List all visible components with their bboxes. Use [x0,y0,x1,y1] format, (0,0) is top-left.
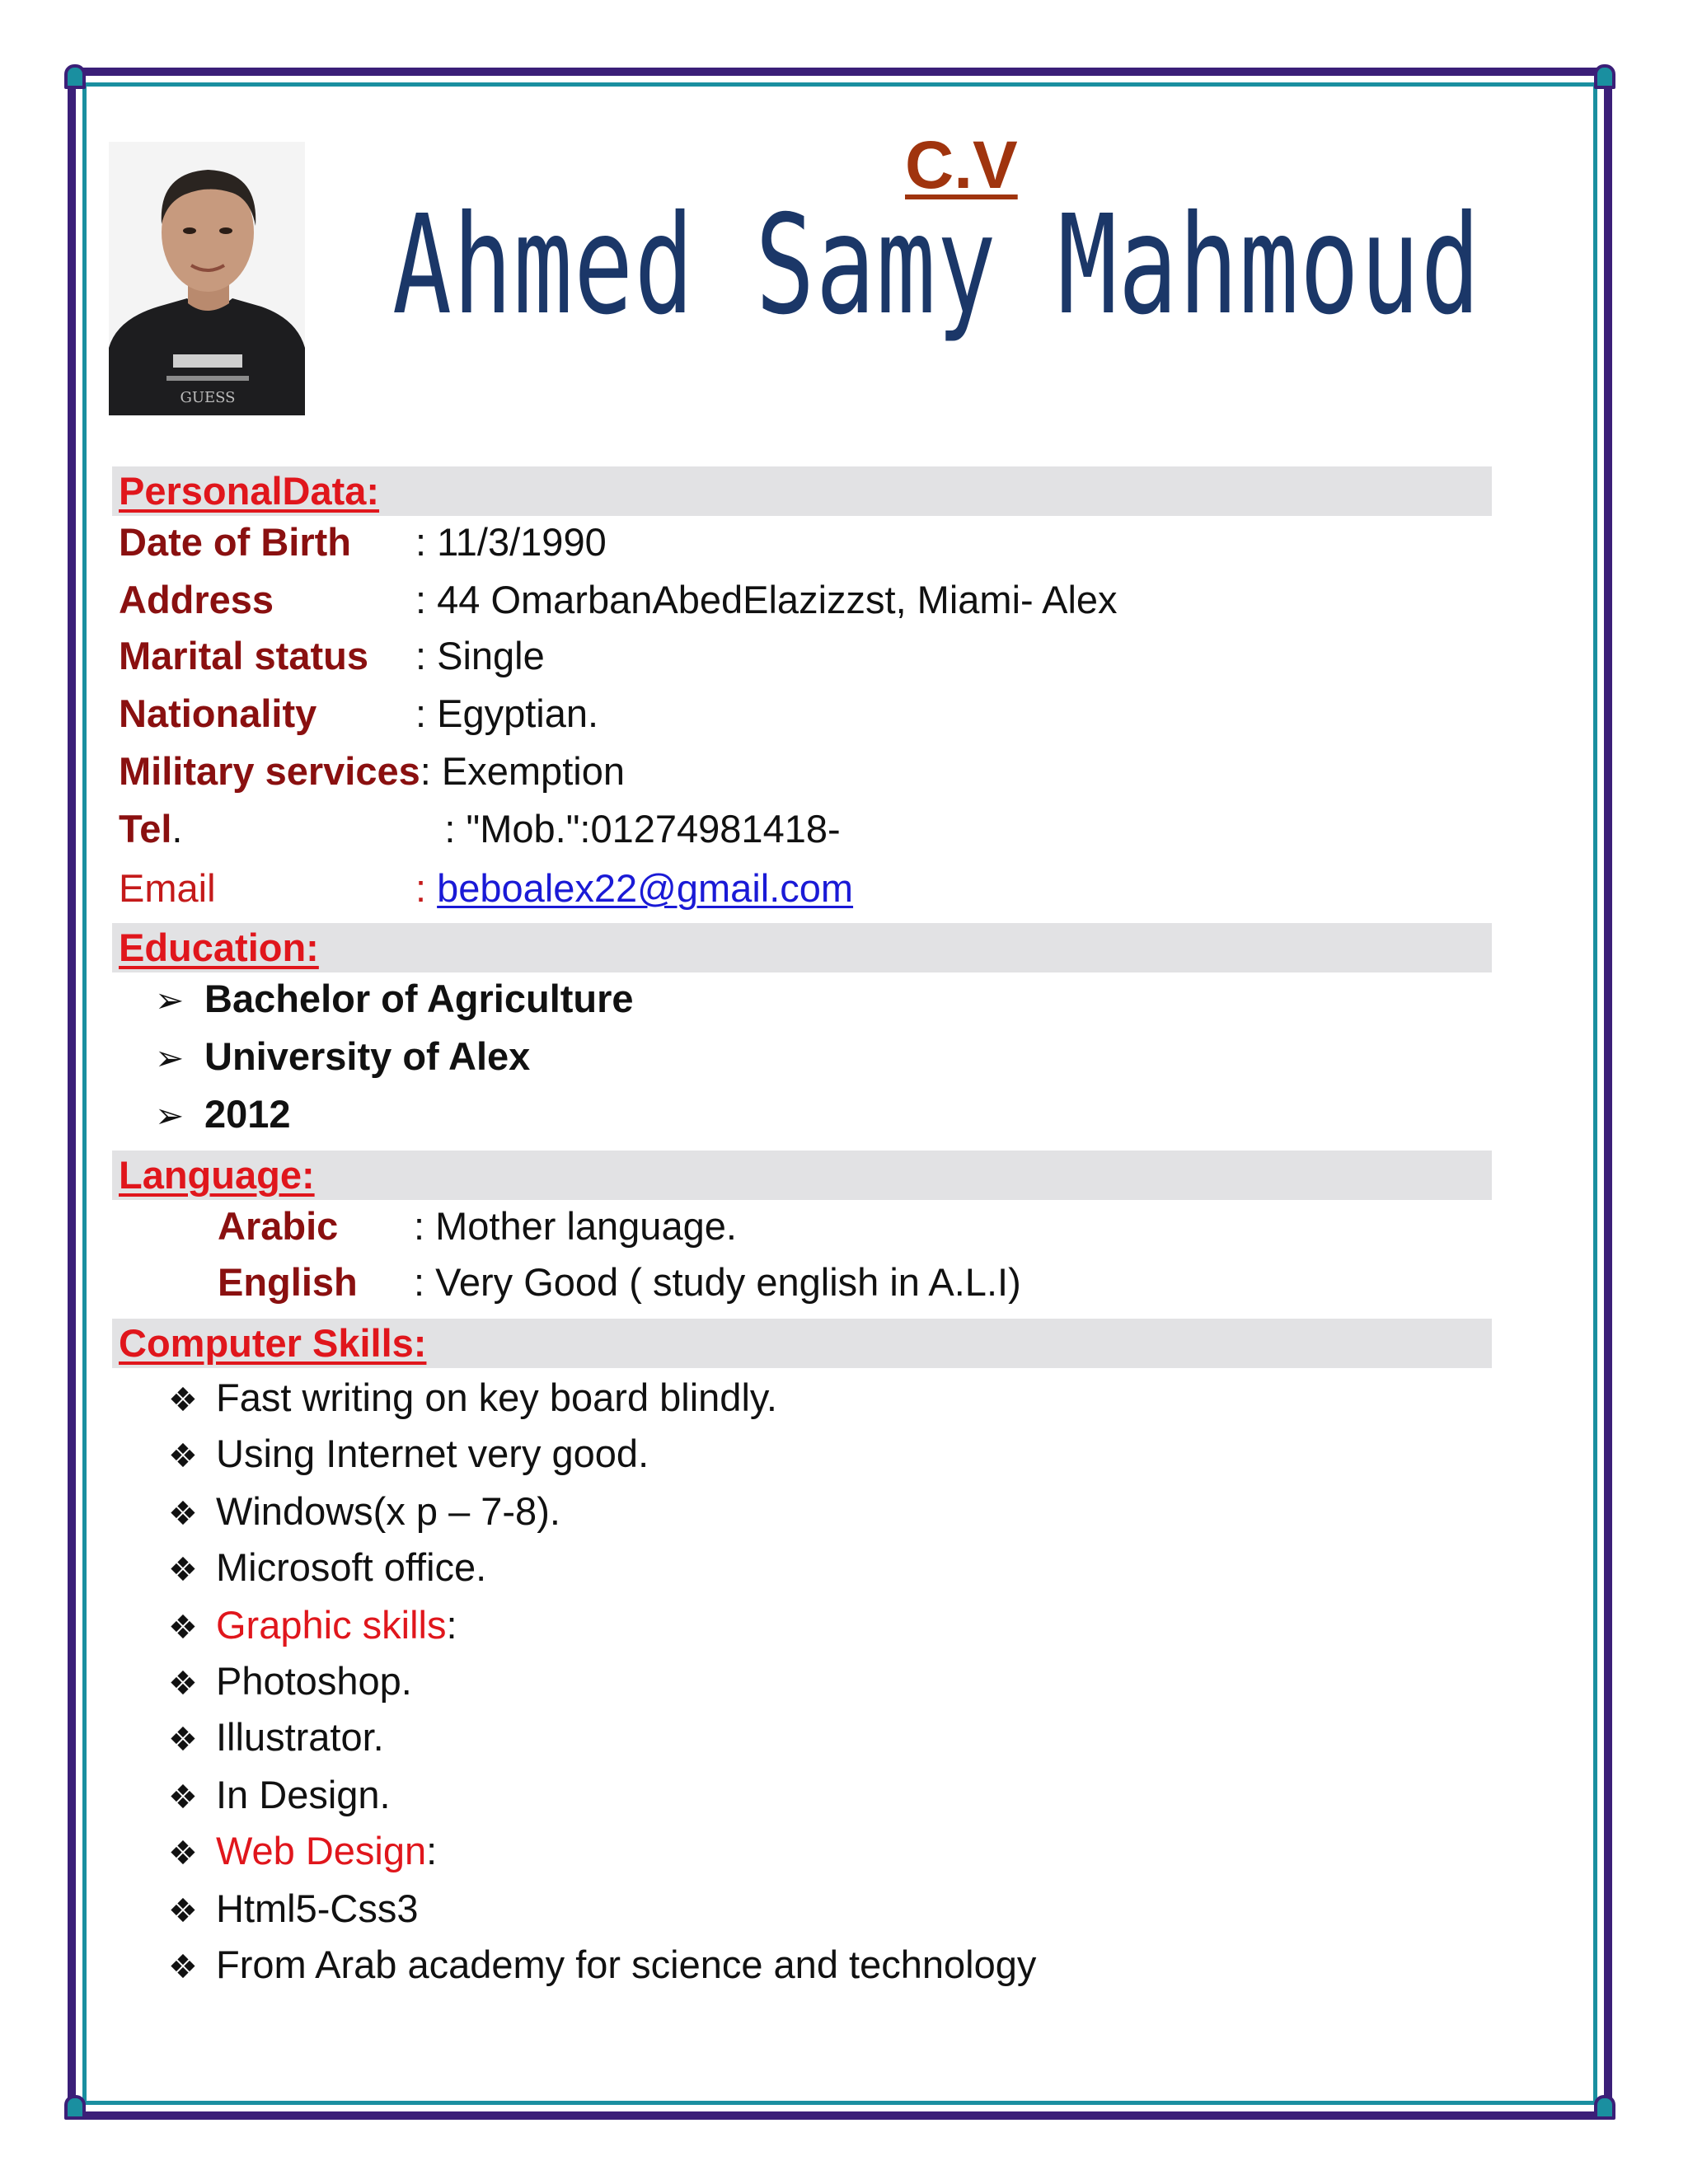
section-bar-computer-skills [112,1319,1492,1368]
skill-text: In Design. [216,1773,391,1816]
label-tel: Tel [119,807,172,851]
profile-photo [109,142,305,415]
skill-suffix: : [426,1829,438,1872]
four-diamond-icon: ❖ [168,1893,198,1929]
row-tel [119,808,841,851]
skill-text: From Arab academy for science and technology [216,1943,1037,1986]
skill-text: Graphic skills [216,1603,447,1647]
row-date-of-birth [119,521,607,564]
four-diamond-icon: ❖ [168,1610,198,1646]
four-diamond-icon: ❖ [168,1382,198,1418]
skill-text: Photoshop. [216,1659,412,1703]
arrow-right-icon: ➢ [155,981,185,1019]
education-item [155,1035,530,1078]
section-title-education: Education: [119,926,319,969]
four-diamond-icon: ❖ [168,1949,198,1985]
skill-item [168,1546,486,1589]
email-separator: : [415,866,438,910]
value-military-services: : Exemption [420,749,625,793]
row-nationality [119,692,598,735]
label-nationality: Nationality [119,691,317,735]
label-military-services: Military services [119,749,420,793]
section-bar-personal-data [112,466,1492,516]
row-marital-status [119,635,545,677]
four-diamond-icon: ❖ [168,1722,198,1758]
four-diamond-icon: ❖ [168,1496,198,1532]
label-marital-status: Marital status [119,634,368,677]
skill-item [168,1432,649,1475]
four-diamond-icon: ❖ [168,1666,198,1702]
full-name-heading: Ahmed Samy Mahmoud [392,186,1482,345]
education-item [155,977,634,1020]
label-tel-suffix: . [171,807,183,851]
row-email [119,867,853,910]
four-diamond-icon: ❖ [168,1779,198,1816]
value-nationality: : Egyptian. [415,691,599,735]
arrow-right-icon: ➢ [155,1096,185,1135]
section-bar-education [112,923,1492,972]
language-value: : Mother language. [414,1204,737,1248]
language-value: : Very Good ( study english in A.L.I) [414,1260,1021,1304]
section-bar-language [112,1151,1492,1200]
section-title-language: Language: [119,1153,315,1197]
arrow-right-icon: ➢ [155,1038,185,1077]
education-item [155,1093,291,1136]
section-title-computer-skills: Computer Skills: [119,1321,427,1365]
frame-corner-ornament [1594,2095,1615,2120]
label-date-of-birth: Date of Birth [119,520,351,564]
language-label: English [218,1260,358,1304]
skill-item [168,1716,384,1759]
four-diamond-icon: ❖ [168,1552,198,1588]
row-address [119,579,1118,621]
skill-item [168,1660,412,1703]
skill-text: Windows(x p – 7-8). [216,1489,560,1533]
skill-item [168,1376,777,1419]
skill-item [168,1943,1036,1986]
skill-text: Illustrator. [216,1715,384,1759]
row-military-services [119,750,625,793]
language-row-english [0,1261,1319,1307]
four-diamond-icon: ❖ [168,1438,198,1474]
four-diamond-icon: ❖ [168,1835,198,1872]
value-address: : 44 OmarbanAbedElazizzst, Miami- Alex [415,578,1118,621]
education-item-text: 2012 [204,1092,291,1136]
cv-label: C.V [905,128,1018,203]
label-email: Email [119,866,216,910]
value-marital-status: : Single [415,634,545,677]
skill-item [168,1490,560,1533]
skill-item [168,1887,418,1930]
skill-text: Web Design [216,1829,427,1872]
skill-suffix: : [446,1603,457,1647]
email-link[interactable]: beboalex22@gmail.com [437,866,854,910]
skill-text: Fast writing on key board blindly. [216,1376,777,1419]
frame-corner-ornament [64,2095,86,2120]
language-row-arabic [0,1205,1319,1251]
label-address: Address [119,578,274,621]
skill-text: Html5-Css3 [216,1886,419,1930]
skill-item [168,1774,391,1816]
value-tel: : "Mob.":01274981418- [444,807,841,851]
language-label: Arabic [218,1204,339,1248]
education-item-text: University of Alex [204,1034,531,1078]
frame-corner-ornament [1594,64,1615,89]
svg-text:GUESS: GUESS [180,389,236,406]
frame-corner-ornament [64,64,86,89]
value-date-of-birth: : 11/3/1990 [415,520,607,564]
skill-item-graphic [168,1604,457,1647]
skill-text: Using Internet very good. [216,1432,649,1475]
education-item-text: Bachelor of Agriculture [204,977,634,1020]
skill-text: Microsoft office. [216,1545,487,1589]
section-title-personal-data: PersonalData: [119,469,380,513]
skill-item-web [168,1830,437,1872]
